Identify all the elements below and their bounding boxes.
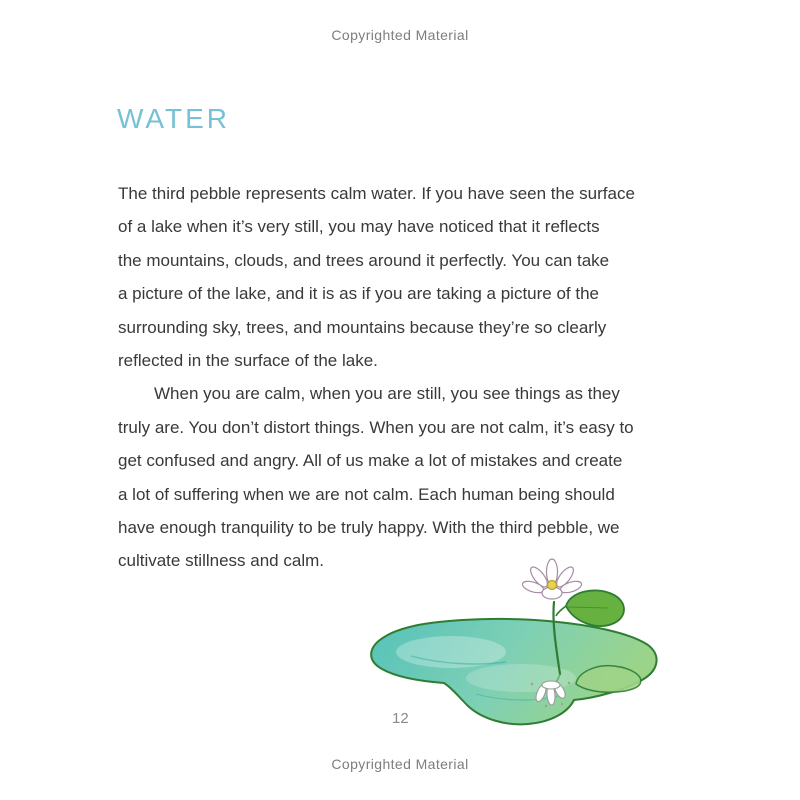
paragraph-line: The third pebble represents calm water. If you have seen the surface <box>118 184 635 203</box>
paragraph-line: a lot of suffering when we are not calm. Each human being should <box>118 484 615 504</box>
paragraph-line: a picture of the lake, and it is as if you are taking a picture of the <box>118 284 599 304</box>
copyright-notice-top: Copyrighted Material <box>331 27 469 43</box>
page-number: 12 <box>392 710 409 727</box>
reflection-sparkle <box>561 703 563 705</box>
paragraph-line: cultivate stillness and calm. <box>118 551 324 571</box>
paragraph-line: get confused and angry. All of us make a lot of mistakes and create <box>118 451 623 471</box>
paragraph-line: truly are. You don’t distort things. When you are not calm, it’s easy to <box>118 417 634 437</box>
paragraph-line: surrounding sky, trees, and mountains because they’re so clearly <box>118 317 607 337</box>
copyright-notice-bottom: Copyrighted Material <box>331 756 469 772</box>
paragraph-line: of a lake when it’s very still, you may have noticed that it reflects <box>118 217 600 237</box>
paragraph-line: the mountains, clouds, and trees around it perfectly. You can take <box>118 250 610 270</box>
lotus-leaf <box>566 590 624 626</box>
reflection-sparkle <box>531 683 533 685</box>
reflection-sparkle <box>545 705 547 707</box>
lotus-leaf-stalk <box>556 606 566 616</box>
lotus-flower-center <box>548 581 557 590</box>
paragraph-line: When you are calm, when you are still, you see things as they <box>154 384 620 404</box>
chapter-title: WATER <box>117 103 230 134</box>
paragraph-line: have enough tranquility to be truly happy. With the third pebble, we <box>118 518 620 538</box>
body-text <box>118 177 688 578</box>
lotus-flower <box>521 559 583 599</box>
paragraph-line: reflected in the surface of the lake. <box>118 351 378 371</box>
reflection-sparkle <box>568 682 570 684</box>
